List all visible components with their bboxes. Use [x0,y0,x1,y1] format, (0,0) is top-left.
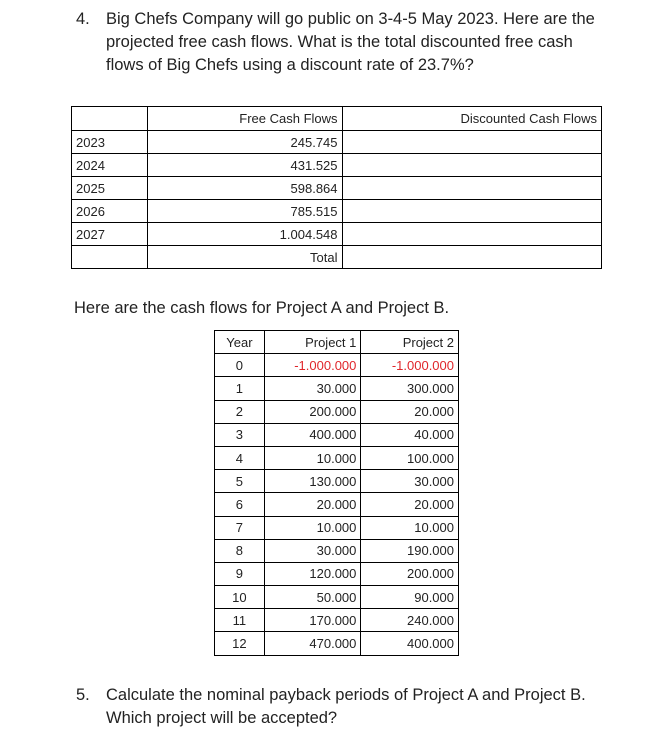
table-row [215,400,459,423]
project-2-cell: -1.000.000 [361,354,459,377]
project-1-cell: 10.000 [264,446,361,469]
project-2-cell: 100.000 [361,446,459,469]
header-project-1: Project 1 [264,331,361,354]
project-1-cell: 50.000 [264,586,361,609]
project-1-cell: 130.000 [264,470,361,493]
header-project-2: Project 2 [361,331,459,354]
year-cell: 0 [215,354,265,377]
table-row [215,423,459,446]
question-4-text: Big Chefs Company will go public on 3-4-5 May 2023. Here are the projected free cash flows. What is the total discounted free cash flows of Big Chefs using a discount rate of 23.7%? [106,10,595,74]
table-row [215,539,459,562]
question-5-number: 5. [76,686,90,704]
year-cell: 2025 [72,177,148,200]
header-year: Year [215,331,265,354]
question-5-text: Calculate the nominal payback periods of Project A and Project B. Which project will be accepted? [106,686,586,727]
project-1-cell: 400.000 [264,423,361,446]
table-row [72,131,602,154]
project-1-cell: 120.000 [264,562,361,585]
fcf-cell: 785.515 [147,200,342,223]
fcf-cell: 1.004.548 [147,223,342,246]
project-2-cell: 20.000 [361,400,459,423]
header-discounted-cash-flows: Discounted Cash Flows [342,107,601,131]
fcf-cell: 245.745 [147,131,342,154]
dcf-cell[interactable] [342,154,601,177]
year-cell: 9 [215,562,265,585]
total-label: Total [147,246,342,269]
table-row [215,493,459,516]
dcf-cell[interactable] [342,200,601,223]
table-row [72,177,602,200]
year-cell: 3 [215,423,265,446]
fcf-cell: 431.525 [147,154,342,177]
year-cell: 11 [215,609,265,632]
table-header-row [72,107,602,131]
year-cell: 2024 [72,154,148,177]
project-2-cell: 20.000 [361,493,459,516]
table-row [215,586,459,609]
year-cell: 2023 [72,131,148,154]
project-2-cell: 200.000 [361,562,459,585]
year-cell: 2 [215,400,265,423]
year-cell: 7 [215,516,265,539]
table-row [215,354,459,377]
total-value-cell[interactable] [342,246,601,269]
year-cell: 8 [215,539,265,562]
project-2-cell: 90.000 [361,586,459,609]
free-cash-flow-table [71,106,602,269]
total-empty-cell [72,246,148,269]
project-1-cell: 470.000 [264,632,361,655]
dcf-cell[interactable] [342,131,601,154]
table-row [215,632,459,655]
year-cell: 2027 [72,223,148,246]
project-2-cell: 190.000 [361,539,459,562]
project-1-cell: 30.000 [264,377,361,400]
year-cell: 5 [215,470,265,493]
project-1-cell: 170.000 [264,609,361,632]
table-row [72,223,602,246]
project-1-cell: 20.000 [264,493,361,516]
table-header-row [215,331,459,354]
question-4-number: 4. [76,10,90,28]
year-cell: 6 [215,493,265,516]
table-row [215,446,459,469]
dcf-cell[interactable] [342,223,601,246]
project-2-cell: 30.000 [361,470,459,493]
table-row [215,377,459,400]
project-2-cell: 10.000 [361,516,459,539]
project-1-cell: 200.000 [264,400,361,423]
table-row [72,154,602,177]
table-row [215,470,459,493]
project-intro-text: Here are the cash flows for Project A and Project B. [74,299,450,317]
header-cell-empty [72,107,148,131]
project-2-cell: 40.000 [361,423,459,446]
project-2-cell: 300.000 [361,377,459,400]
project-1-cell: 10.000 [264,516,361,539]
year-cell: 4 [215,446,265,469]
project-1-cell: -1.000.000 [264,354,361,377]
dcf-cell[interactable] [342,177,601,200]
year-cell: 10 [215,586,265,609]
header-free-cash-flows: Free Cash Flows [147,107,342,131]
table-row [215,609,459,632]
fcf-cell: 598.864 [147,177,342,200]
table-row [215,562,459,585]
total-row [72,246,602,269]
project-cash-flow-table [214,330,459,656]
project-2-cell: 240.000 [361,609,459,632]
table-row [215,516,459,539]
project-2-cell: 400.000 [361,632,459,655]
project-1-cell: 30.000 [264,539,361,562]
year-cell: 2026 [72,200,148,223]
year-cell: 1 [215,377,265,400]
year-cell: 12 [215,632,265,655]
table-row [72,200,602,223]
